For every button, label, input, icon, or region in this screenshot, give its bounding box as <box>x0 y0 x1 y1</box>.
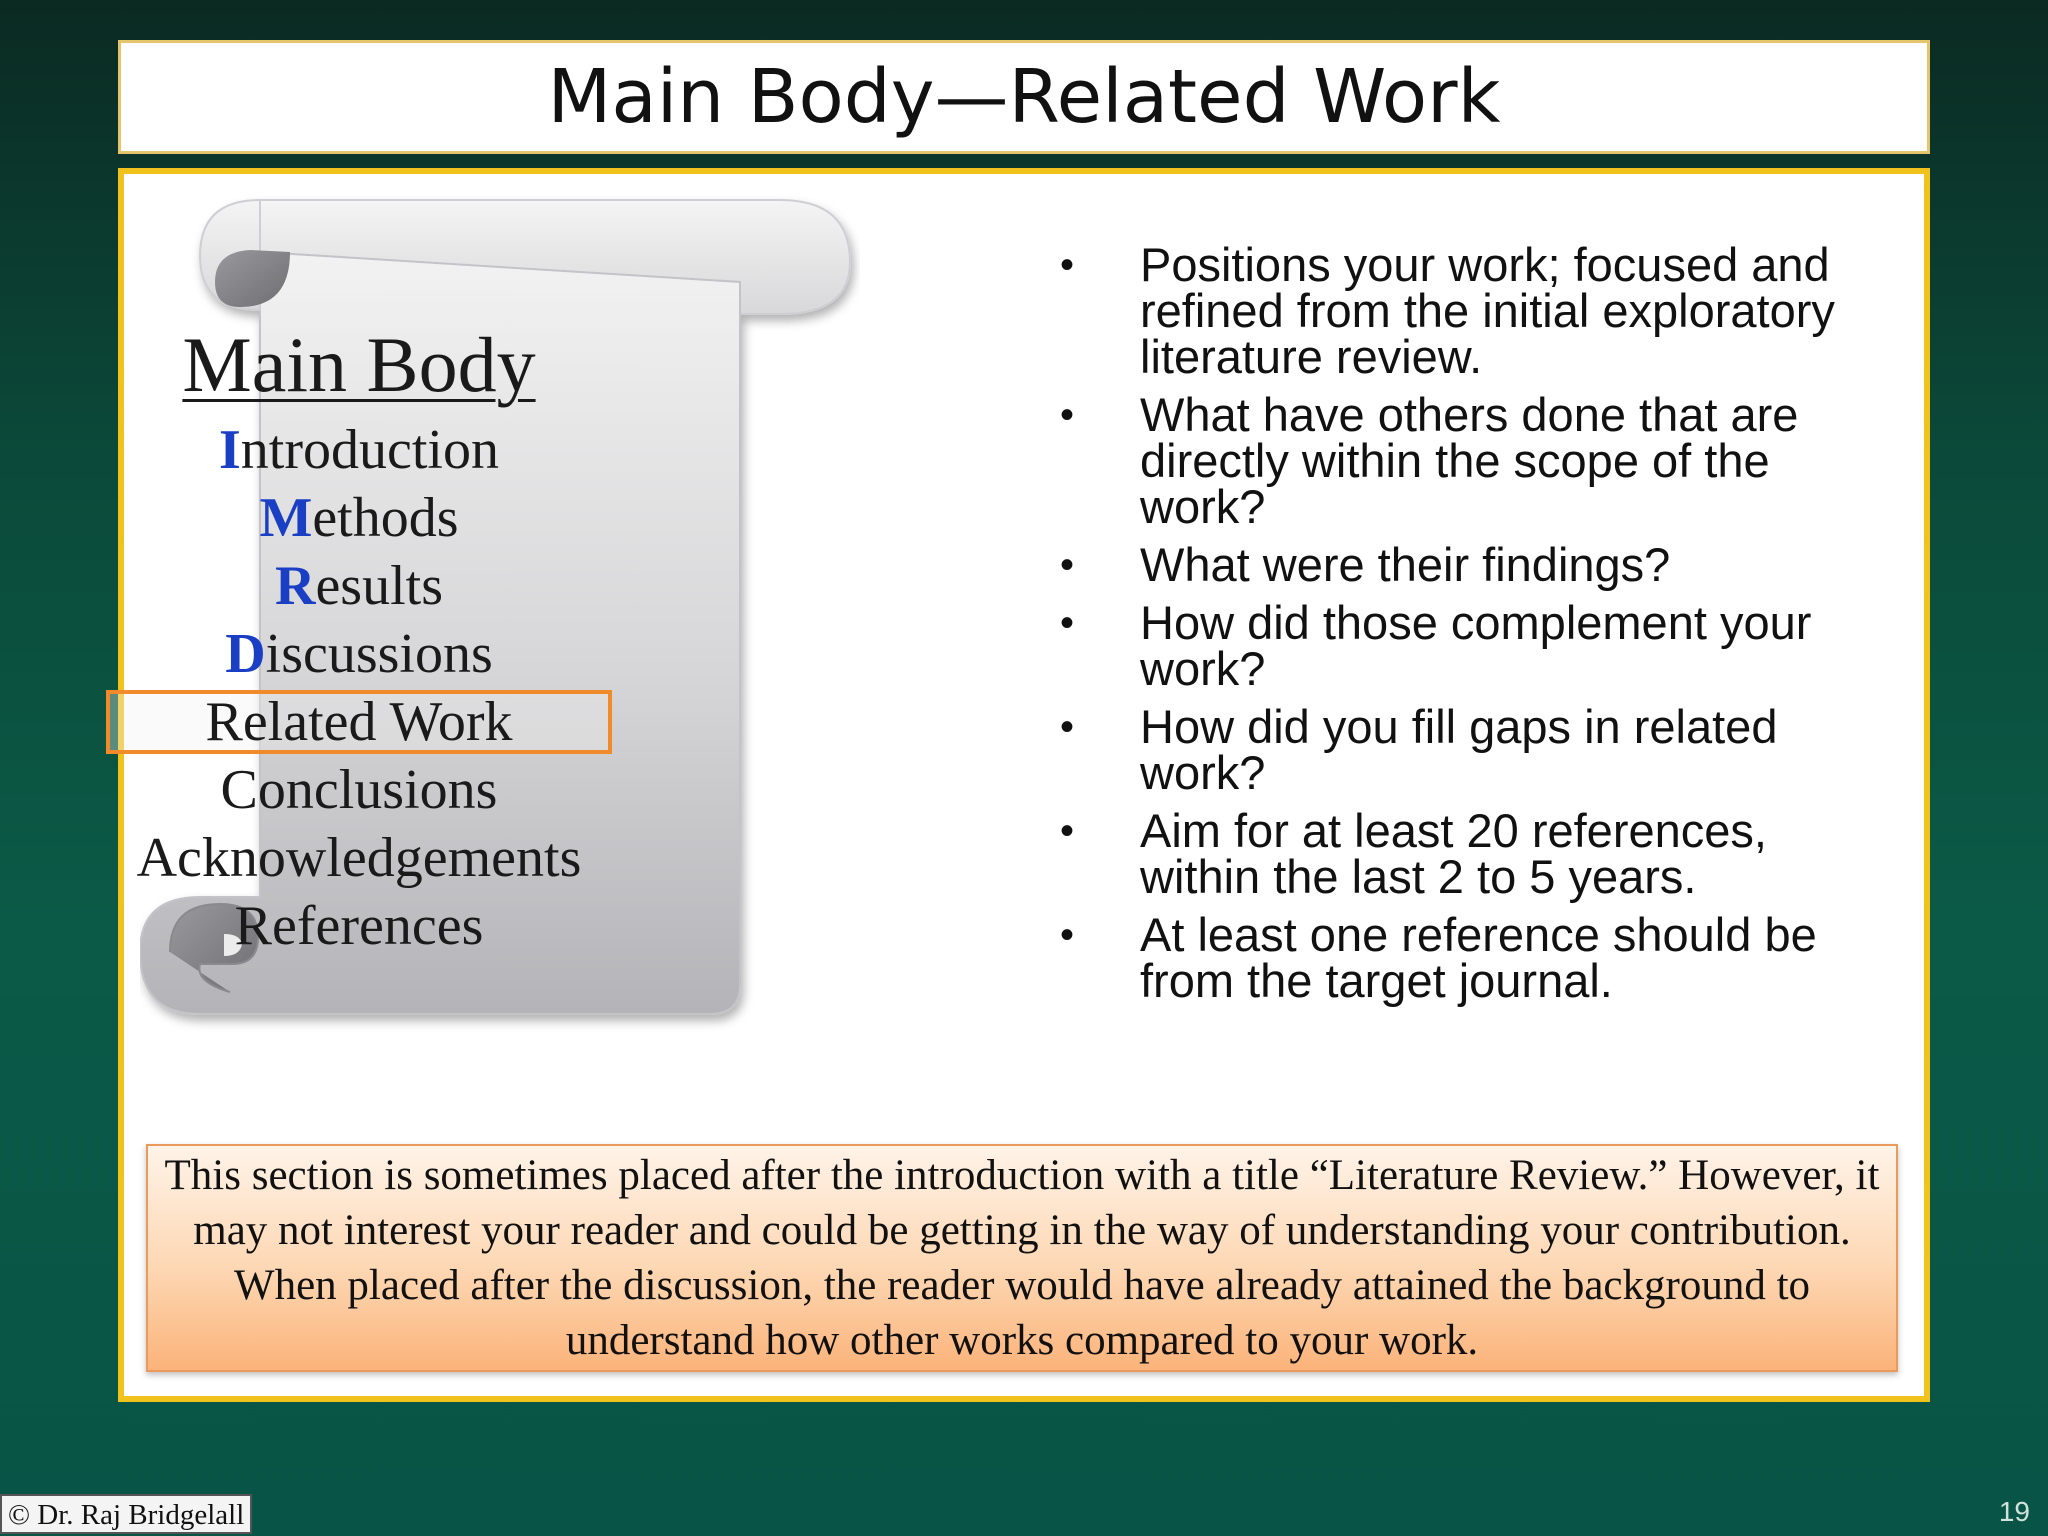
bullet-icon: • <box>1060 393 1075 437</box>
outline-item-methods: Methods <box>259 487 459 549</box>
bullet-item: • What have others done that are directly within the scope of the work? <box>1060 388 1799 533</box>
note-callout <box>146 1144 1898 1372</box>
bullet-list <box>1050 238 1890 1016</box>
page-number: 19 <box>1998 1496 2030 1527</box>
outline-item-related-work-highlighted: Related Work <box>102 688 616 756</box>
outline-item-acknowledgements: Acknowledgements <box>136 827 582 889</box>
scroll-heading: Main Body <box>182 321 536 408</box>
outline-item-references: References <box>234 895 484 957</box>
bullet-icon: • <box>1060 913 1075 957</box>
outline-item-discussions: Discussions <box>225 623 493 685</box>
bullet-item: • How did those complement your work? <box>1060 596 1812 695</box>
slide-title: Main Body—Related Work <box>547 54 1501 140</box>
bullet-icon: • <box>1060 243 1075 287</box>
bullet-item: • Positions your work; focused and refined from the initial exploratory literature review. <box>1060 238 1835 383</box>
bullet-icon: • <box>1060 705 1075 749</box>
copyright-label: © Dr. Raj Bridgelall <box>0 1494 252 1534</box>
slide-title-box <box>118 40 1930 154</box>
bullet-item: • At least one reference should be from the target journal. <box>1060 908 1817 1007</box>
note-text: This section is sometimes placed after the introduction with a title “Literature Review.” However, it may not interest your reader and could be getting in the way of understanding your contribution. When placed after the discussion, the reader would have already attained the background to understand how other works compared to your work. <box>164 1152 1880 1364</box>
bullet-item: • Aim for at least 20 references, within the last 2 to 5 years. <box>1060 804 1767 903</box>
bullet-item: • How did you fill gaps in related work? <box>1060 700 1778 799</box>
scroll-outline <box>134 320 584 960</box>
bullet-icon: • <box>1060 601 1075 645</box>
outline-item-introduction: Introduction <box>219 419 499 481</box>
bullet-item: • What were their findings? <box>1060 538 1671 591</box>
bullet-icon: • <box>1060 543 1075 587</box>
outline-item-conclusions: Conclusions <box>220 759 498 821</box>
bullet-icon: • <box>1060 809 1075 853</box>
outline-item-results: Results <box>274 555 443 617</box>
